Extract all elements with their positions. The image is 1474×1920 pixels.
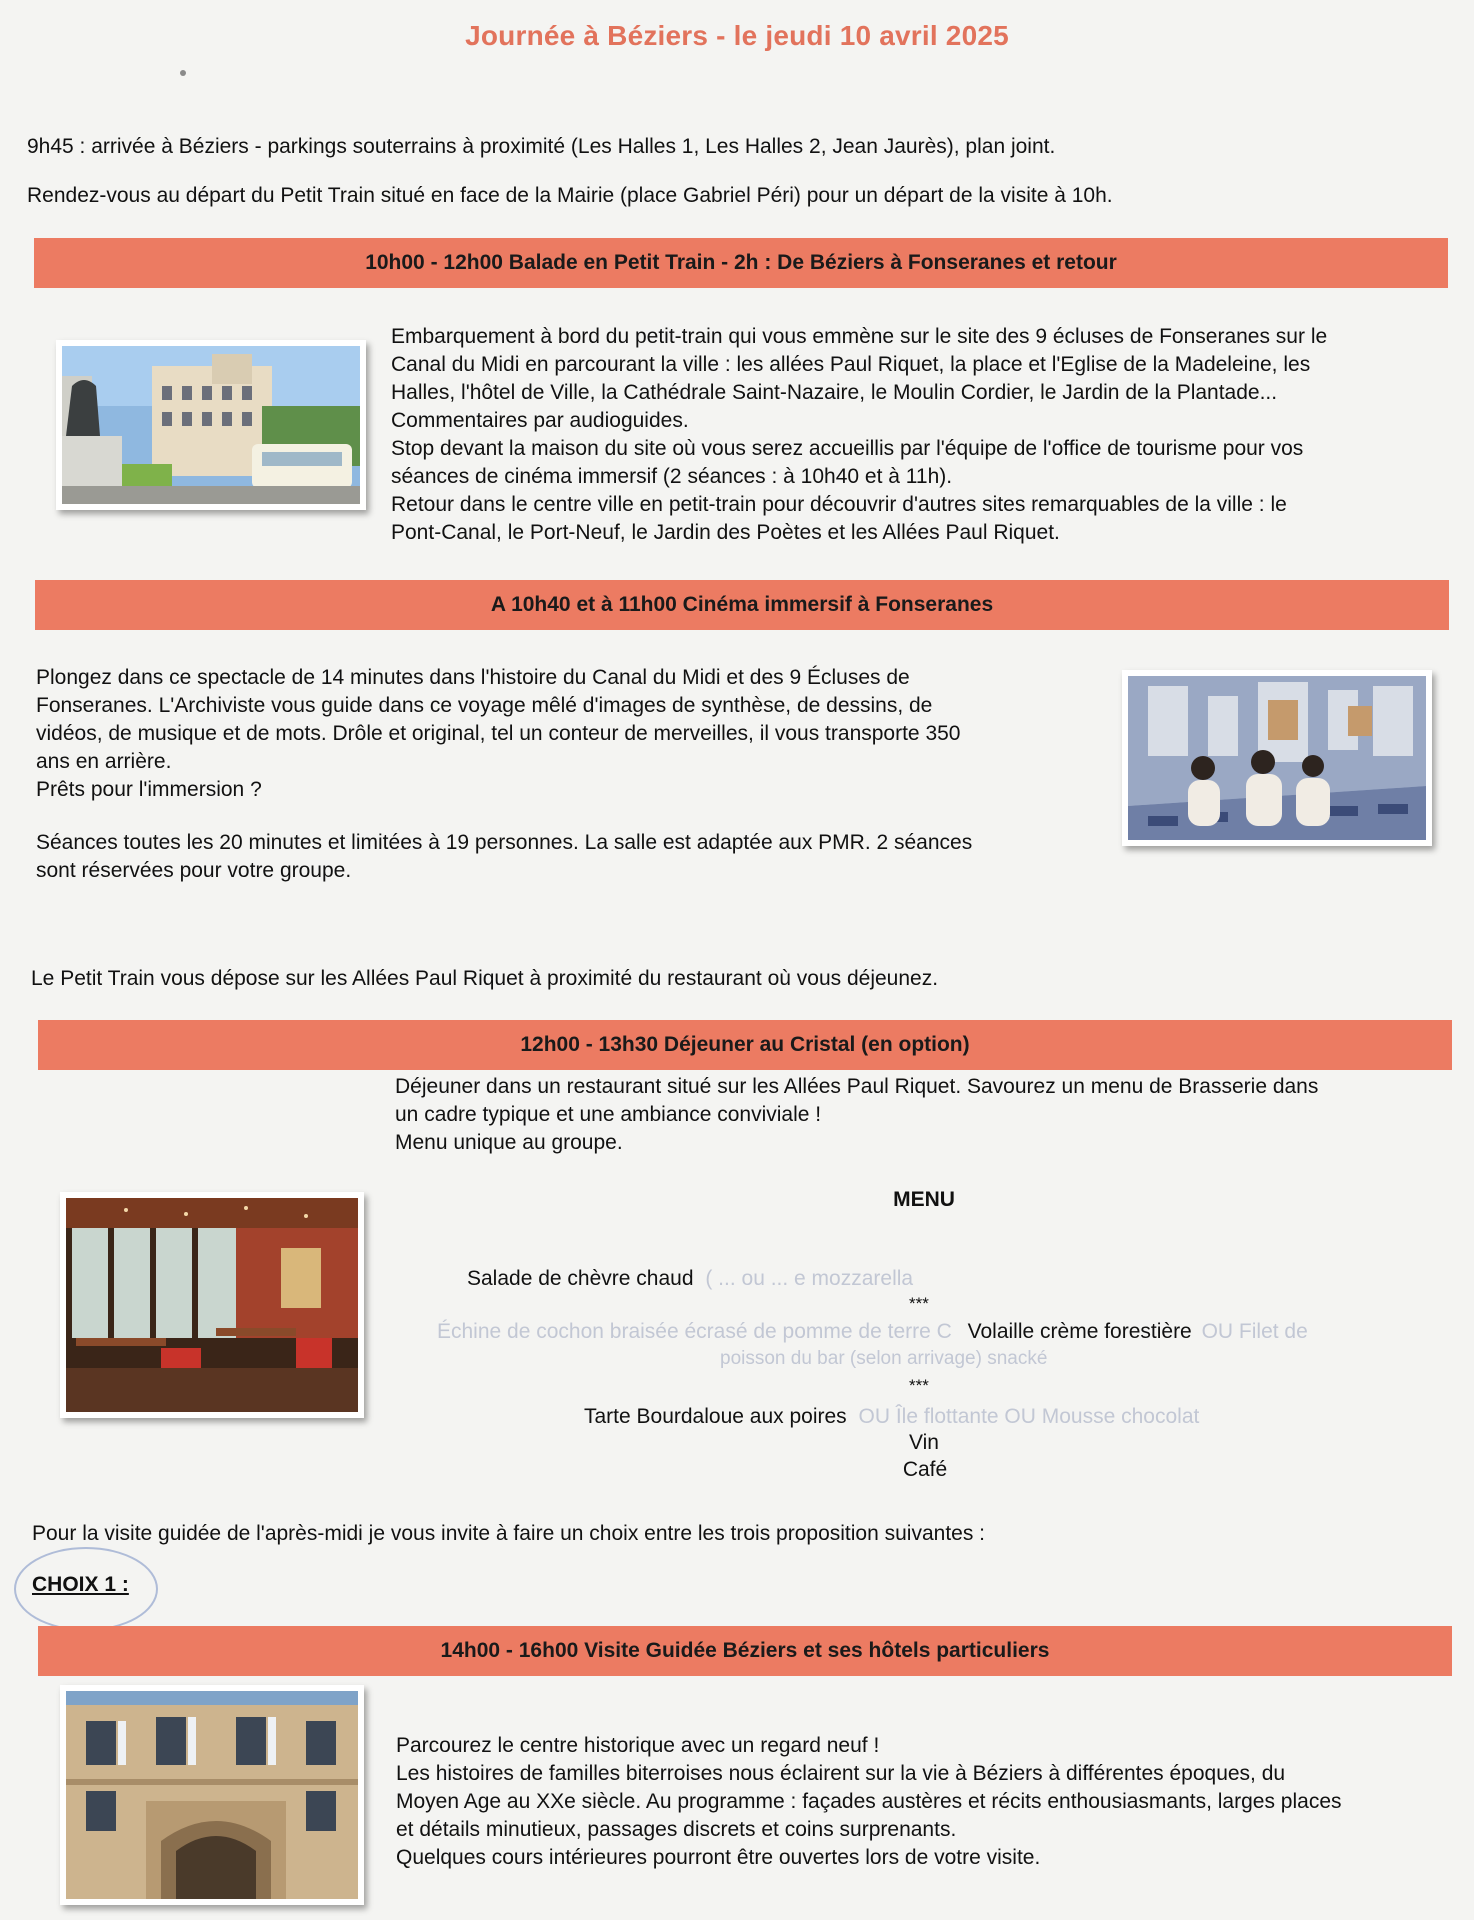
section-heading-visite-guidee: 14h00 - 16h00 Visite Guidée Béziers et ses hôtels particuliers [38,1626,1452,1676]
menu-wine: Vin [909,1431,939,1454]
section4-line: Moyen Age au XXe siècle. Au programme : façades austères et récits enthousiasmants, larges places [396,1790,1342,1813]
section1-line: Embarquement à bord du petit-train qui vous emmène sur le site des 9 écluses de Fonseranes sur le [391,325,1328,348]
paper-speck [180,70,186,76]
section-heading-petit-train: 10h00 - 12h00 Balade en Petit Train - 2h : De Béziers à Fonseranes et retour [34,238,1448,288]
menu-separator: *** [909,1294,929,1313]
menu-starter-faded: ( ... ou ... e mozzarella [705,1267,914,1290]
menu-main-row [437,1318,1308,1346]
section-heading-cinema: A 10h40 et à 11h00 Cinéma immersif à Fonseranes [35,580,1449,630]
section3-description [395,1073,1318,1157]
section1-line: séances de cinéma immersif (2 séances : à 10h40 et à 11h). [391,465,953,488]
afternoon-intro: Pour la visite guidée de l'après-midi je vous invite à faire un choix entre les trois proposition suivantes : [32,1522,985,1545]
photo-cinema [1122,670,1432,846]
menu-main-faded-line2: poisson du bar (selon arrivage) snacké [720,1348,1048,1369]
section1-line: Canal du Midi en parcourant la ville : les allées Paul Riquet, la place et l'Eglise de la Madeleine, les [391,353,1311,376]
hotels-image [66,1691,358,1899]
section4-description [396,1732,1342,1872]
section2-description [36,664,960,804]
section-heading-dejeuner: 12h00 - 13h30 Déjeuner au Cristal (en option) [38,1020,1452,1070]
menu-main-faded-left: Échine de cochon braisée écrasé de pomme de terre C [437,1320,952,1343]
photo-petit-train [56,340,366,510]
section1-line: Pont-Canal, le Port-Neuf, le Jardin des Poètes et les Allées Paul Riquet. [391,521,1060,544]
menu-title: MENU [893,1188,955,1211]
petit-train-image [62,346,360,504]
meeting-text: Rendez-vous au départ du Petit Train situé en face de la Mairie (place Gabriel Péri) pour un départ de la visite à 10h. [27,184,1113,207]
section1-line: Retour dans le centre ville en petit-train pour découvrir d'autres sites remarquables de la ville : le [391,493,1287,516]
section3-line: Menu unique au groupe. [395,1131,623,1154]
section2-line: sont réservées pour votre groupe. [36,859,352,882]
section3-line: un cadre typique et une ambiance conviviale ! [395,1103,822,1126]
menu-coffee: Café [902,1458,948,1481]
page-title: Journée à Béziers - le jeudi 10 avril 2025 [465,20,1009,51]
section2-line: vidéos, de musique et de mots. Drôle et original, tel un conteur de merveilles, il vous transporte 350 [36,722,961,745]
menu-main-faded-right: OU Filet de [1201,1320,1308,1343]
section3-line: Déjeuner dans un restaurant situé sur les Allées Paul Riquet. Savourez un menu de Brasserie dans [395,1075,1319,1098]
arrival-text: 9h45 : arrivée à Béziers - parkings souterrains à proximité (Les Halles 1, Les Halles 2, Jean Jaurès), plan joint. [27,135,1056,158]
section4-line: Quelques cours intérieures pourront être ouvertes lors de votre visite. [396,1846,1041,1869]
photo-hotels [60,1685,364,1905]
choice-1-label: CHOIX 1 : [32,1573,129,1596]
cinema-image [1128,676,1426,840]
menu-dessert: Tarte Bourdaloue aux poires [584,1405,847,1428]
menu-main: Volaille crème forestière [967,1320,1192,1343]
section1-line: Halles, l'hôtel de Ville, la Cathédrale Saint-Nazaire, le Moulin Cordier, le Jardin de la Plantade... [391,381,1278,404]
pen-circle-mark [14,1547,158,1631]
restaurant-image [66,1198,358,1412]
photo-restaurant [60,1192,364,1418]
section1-description [391,323,1327,547]
section4-line: Les histoires de familles biterroises nous éclairent sur la vie à Béziers à différentes époques, du [396,1762,1286,1785]
menu-dessert-faded: OU Île flottante OU Mousse chocolat [858,1405,1200,1428]
section2-line: ans en arrière. [36,750,172,773]
menu-starter: Salade de chèvre chaud [467,1267,694,1290]
menu-separator: *** [909,1376,929,1395]
menu-dessert-row [584,1403,1199,1431]
section2-line: Fonseranes. L'Archiviste vous guide dans ce voyage mêlé d'images de synthèse, de dessins, de [36,694,933,717]
menu-starter-row [467,1265,913,1293]
section1-line: Stop devant la maison du site où vous serez accueillis par l'équipe de l'office de tourisme pour vos [391,437,1304,460]
section4-line: et détails minutieux, passages discrets et coins surprenants. [396,1818,957,1841]
section2-sessions [36,829,972,885]
section2-line: Plongez dans ce spectacle de 14 minutes dans l'histoire du Canal du Midi et des 9 Écluses de [36,666,910,689]
section4-line: Parcourez le centre historique avec un regard neuf ! [396,1734,880,1757]
section2-line: Séances toutes les 20 minutes et limitées à 19 personnes. La salle est adaptée aux PMR. 2 séances [36,831,973,854]
section1-line: Commentaires par audioguides. [391,409,689,432]
section2-line: Prêts pour l'immersion ? [36,778,262,801]
transfer-text: Le Petit Train vous dépose sur les Allées Paul Riquet à proximité du restaurant où vous déjeunez. [31,967,939,990]
